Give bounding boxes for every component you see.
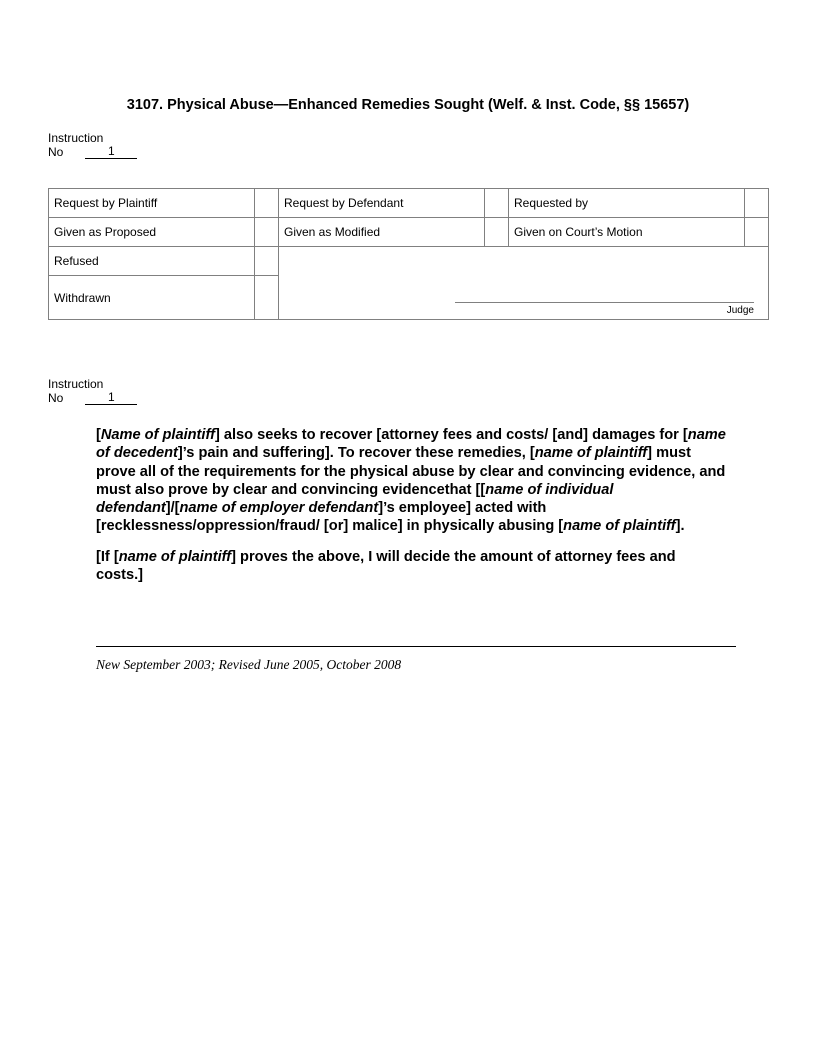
given-on-courts-motion-label: Given on Court’s Motion	[509, 218, 745, 247]
instruction-text-run: ] also seeks to recover [attorney fees and costs/ [and] damages for [	[214, 427, 688, 443]
placeholder-text: name of decedent	[96, 427, 726, 462]
instruction-number-block	[48, 377, 137, 405]
placeholder-text: name of plaintiff	[118, 548, 232, 565]
withdrawn-checkbox[interactable]	[255, 276, 279, 320]
instruction-label: Instruction	[48, 377, 104, 391]
instruction-text-run: ]’s employee] acted with [recklessness/oppression/fraud/ [or] malice] in physically abusing [	[96, 500, 564, 535]
instruction-no-label: No	[48, 145, 64, 159]
placeholder-text: name of individual defendant	[96, 481, 614, 517]
request-table	[48, 188, 769, 320]
instruction-text-run: [If [	[96, 548, 119, 565]
judge-signature-line[interactable]	[455, 302, 754, 303]
judge-signature-area	[279, 247, 769, 320]
given-on-courts-motion-checkbox[interactable]	[745, 218, 769, 247]
instruction-text-run: ].	[675, 518, 685, 535]
refused-checkbox[interactable]	[255, 247, 279, 276]
divider-line	[96, 646, 736, 647]
instruction-text-run: ]’s pain and suffering]. To recover these remedies, [	[177, 445, 535, 462]
instruction-no-value[interactable]: 1	[85, 145, 137, 159]
refused-label: Refused	[49, 247, 255, 276]
instruction-label: Instruction	[48, 131, 104, 145]
given-as-modified-checkbox[interactable]	[485, 218, 509, 247]
instruction-number-block	[48, 131, 137, 159]
withdrawn-label: Withdrawn	[49, 276, 255, 320]
instruction-paragraph-2	[96, 548, 726, 585]
instruction-paragraph-1	[96, 426, 726, 536]
request-by-plaintiff-checkbox[interactable]	[255, 189, 279, 218]
given-as-proposed-label: Given as Proposed	[49, 218, 255, 247]
instruction-body	[96, 426, 726, 596]
requested-by-checkbox[interactable]	[745, 189, 769, 218]
placeholder-text: name of plaintiff	[534, 445, 648, 462]
judge-label: Judge	[726, 305, 754, 316]
request-by-defendant-checkbox[interactable]	[485, 189, 509, 218]
placeholder-text: name of employer defendant	[179, 500, 379, 517]
instruction-title: 3107. Physical Abuse—Enhanced Remedies Sought (Welf. & Inst. Code, §§ 15657)	[126, 97, 690, 113]
instruction-text-run: [	[96, 427, 101, 443]
placeholder-text: name of plaintiff	[563, 518, 676, 535]
revision-history: New September 2003; Revised June 2005, October 2008	[96, 657, 402, 672]
requested-by-label: Requested by	[509, 189, 745, 218]
instruction-text-run: ]/[	[165, 500, 180, 517]
request-by-plaintiff-label: Request by Plaintiff	[49, 189, 255, 218]
instruction-no-label: No	[48, 391, 64, 405]
instruction-text-run: ] must prove all of the requirements for the physical abuse by clear and convincing evidence, and must also prove by clear and convincing evidencethat [[	[96, 445, 726, 498]
request-by-defendant-label: Request by Defendant	[279, 189, 485, 218]
instruction-no-value[interactable]: 1	[85, 391, 137, 405]
given-as-proposed-checkbox[interactable]	[255, 218, 279, 247]
instruction-text-run: ] proves the above, I will decide the amount of attorney fees and costs.]	[96, 548, 676, 584]
given-as-modified-label: Given as Modified	[279, 218, 485, 247]
placeholder-text: Name of plaintiff	[100, 427, 215, 443]
